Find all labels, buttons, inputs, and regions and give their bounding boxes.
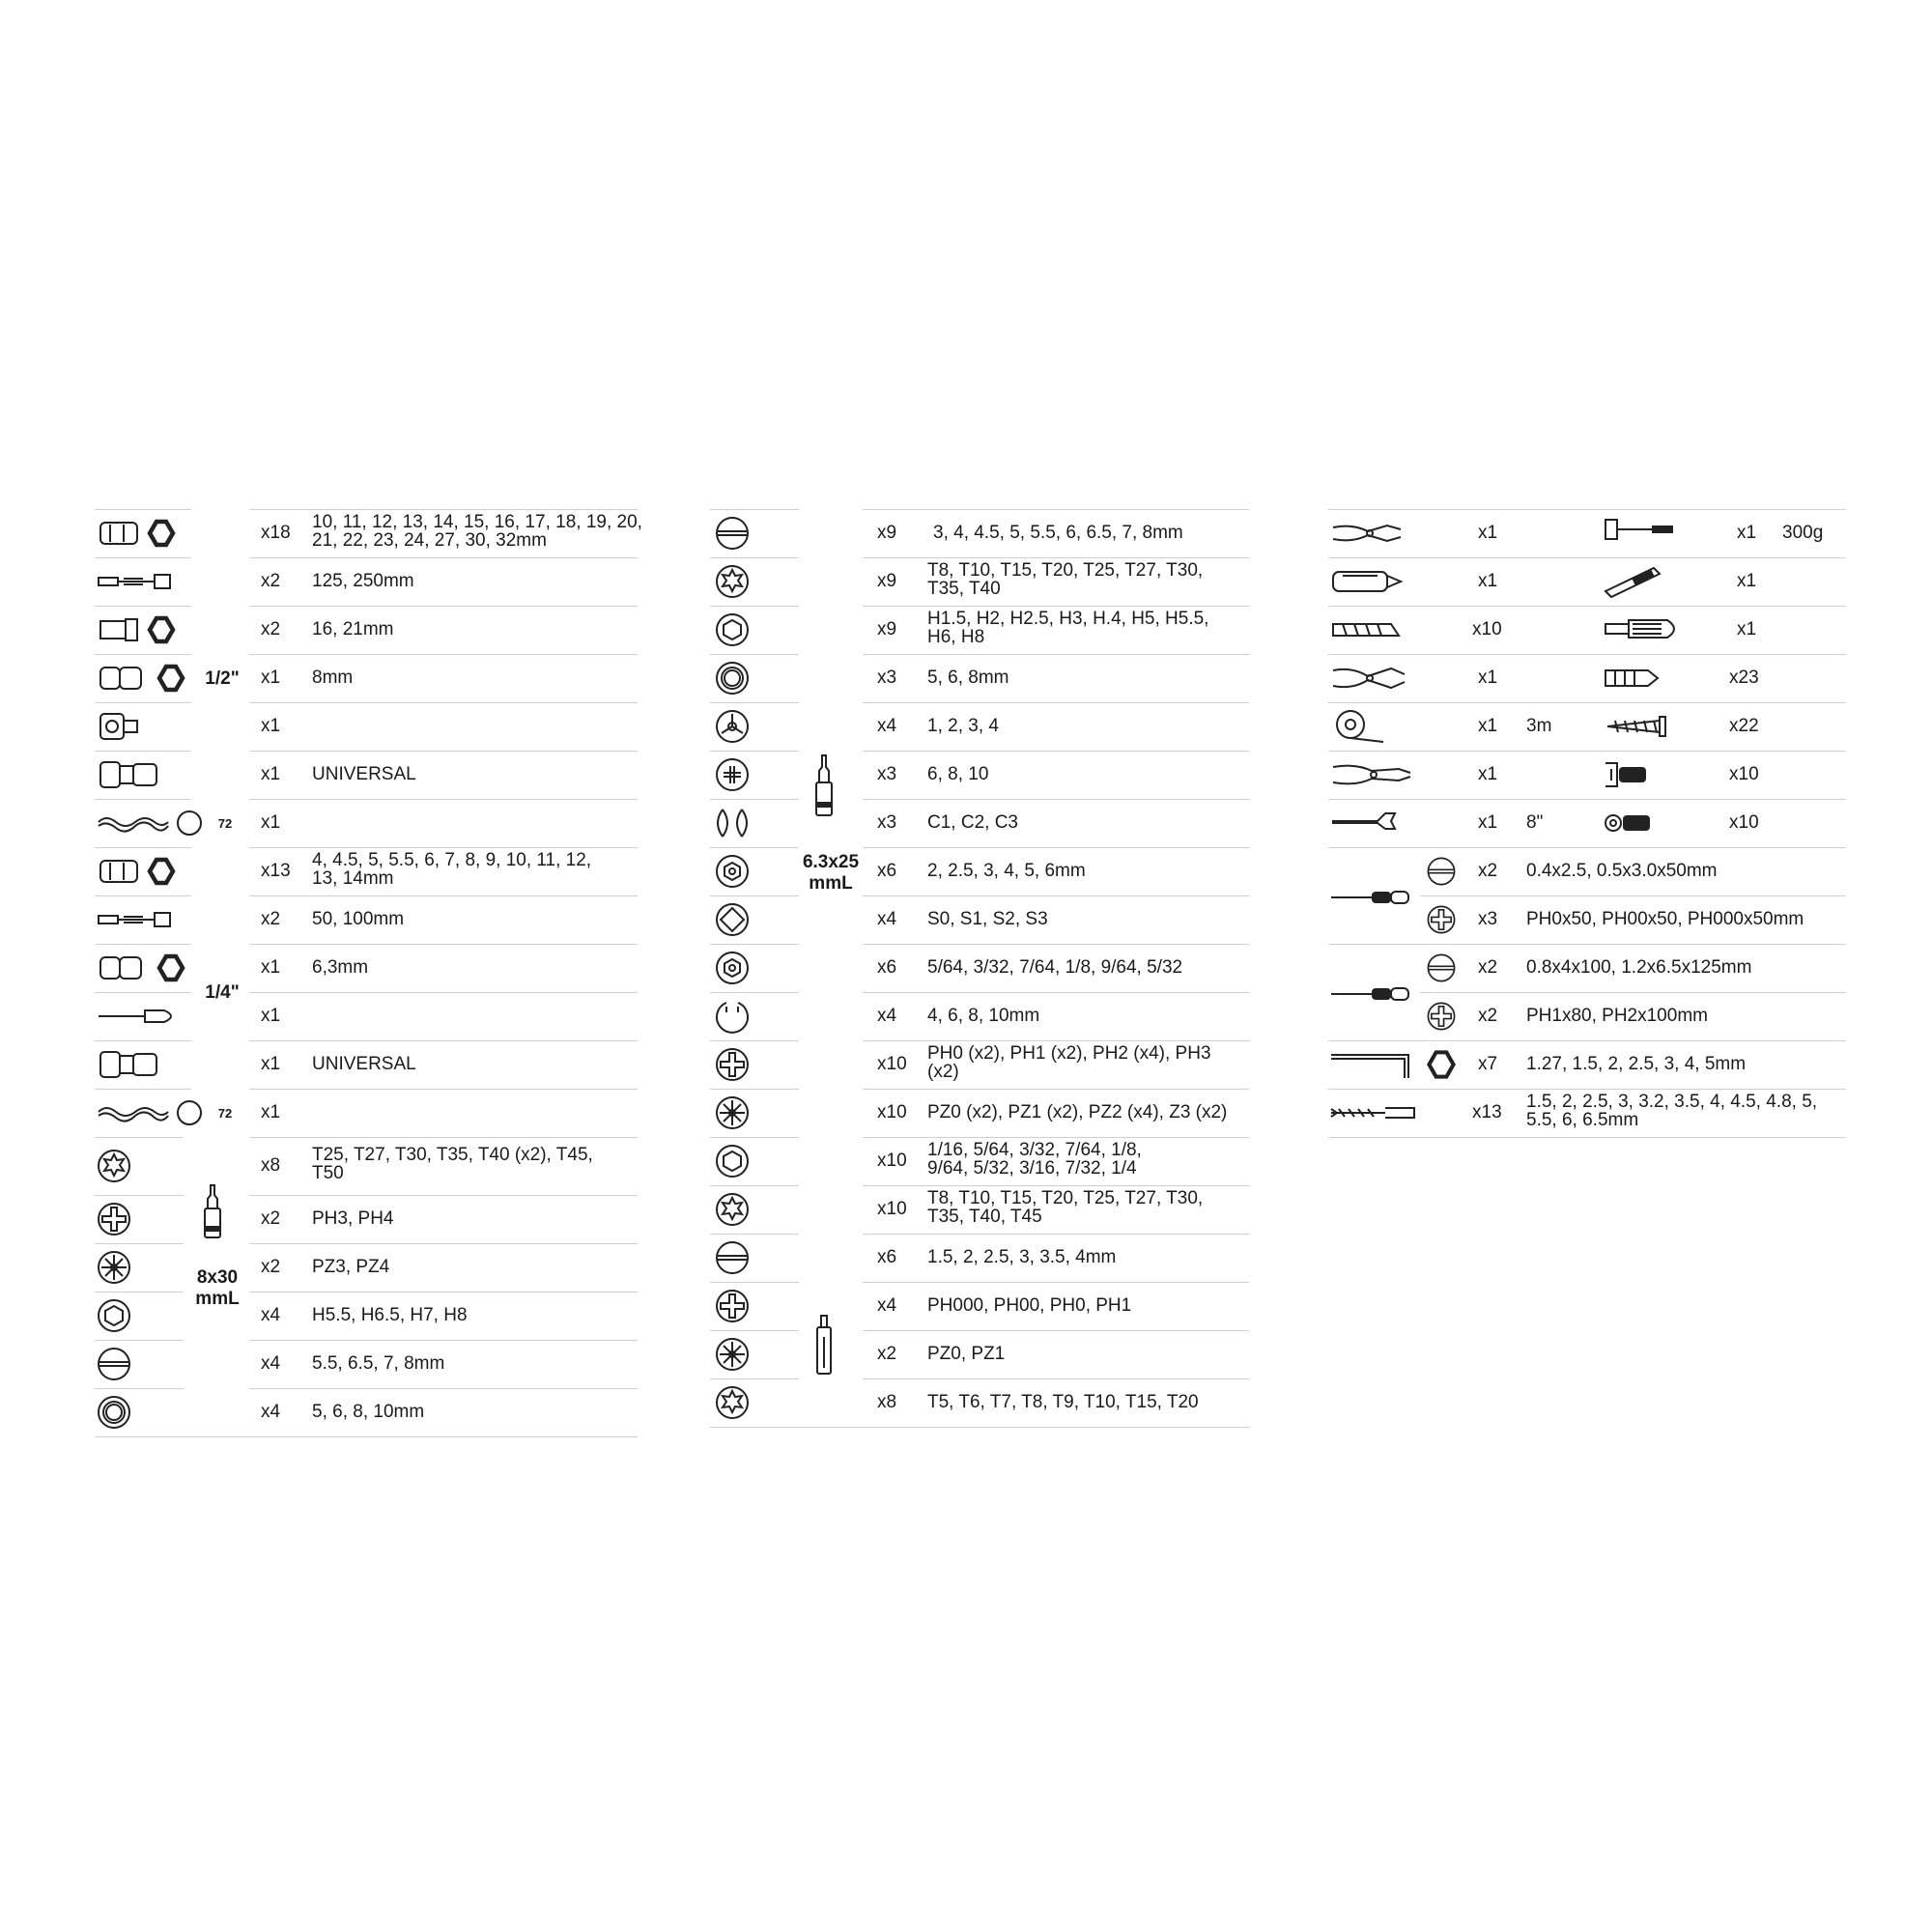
quantity: x1	[1478, 571, 1498, 591]
spec-text: 1, 2, 3, 4	[927, 716, 999, 736]
row-divider	[249, 895, 638, 896]
row-divider	[1328, 944, 1846, 945]
row-divider	[249, 1340, 638, 1341]
spec-text-line2: H6, H8	[927, 627, 985, 647]
spec-text: T8, T10, T15, T20, T25, T27, T30,	[927, 560, 1204, 581]
screwdriver-phillips-icon	[1329, 975, 1410, 1013]
row-divider	[710, 606, 799, 607]
row-divider	[710, 509, 799, 510]
row-divider	[863, 606, 1249, 607]
row-divider	[95, 751, 191, 752]
quantity: x1	[261, 1006, 281, 1026]
spec-text: PZ3, PZ4	[312, 1257, 390, 1277]
row-divider	[249, 799, 638, 800]
quantity: x10	[1729, 764, 1759, 784]
row-divider	[95, 847, 191, 848]
row-divider	[95, 1340, 184, 1341]
quantity: x8	[261, 1155, 281, 1176]
row-divider	[95, 606, 191, 607]
ratchet-handle-icon	[97, 803, 203, 843]
quantity: x6	[877, 861, 897, 881]
quantity: x9	[877, 619, 897, 639]
universal-joint-icon	[97, 1044, 174, 1085]
row-divider	[863, 1330, 1249, 1331]
quantity: x2	[261, 909, 281, 929]
tool-size: 3m	[1526, 716, 1552, 736]
row-divider	[249, 847, 638, 848]
spec-text: 125, 250mm	[312, 571, 414, 591]
quantity: x10	[877, 1102, 907, 1122]
spec-text: H1.5, H2, H2.5, H3, H.4, H5, H5.5,	[927, 609, 1209, 629]
row-divider	[95, 1388, 184, 1389]
square-bit-icon	[713, 900, 752, 939]
quantity: x22	[1729, 716, 1759, 736]
spec-text: 5.5, 6.5, 7, 8mm	[312, 1353, 445, 1374]
slotted-tip-icon	[1425, 952, 1458, 984]
spec-text: T5, T6, T7, T8, T9, T10, T15, T20	[927, 1392, 1199, 1412]
torx-bit-icon	[713, 1190, 752, 1229]
torx-bit-icon	[95, 1147, 133, 1185]
torx-bit-icon	[713, 1383, 752, 1422]
extension-bar-icon	[97, 561, 174, 602]
quantity: x9	[877, 523, 897, 543]
spec-text-line2: 9/64, 5/32, 3/16, 7/32, 1/4	[927, 1158, 1137, 1179]
spec-text-line2: 13, 14mm	[312, 868, 394, 889]
quantity: x1	[1478, 668, 1498, 688]
utility-knife-icon	[1331, 562, 1418, 601]
quantity: x13	[261, 861, 291, 881]
spec-text: C1, C2, C3	[927, 812, 1018, 833]
row-divider	[710, 1427, 1249, 1428]
water-pump-pliers-icon	[1331, 755, 1418, 794]
tool-size: 8"	[1526, 812, 1544, 833]
row-divider	[1328, 1137, 1846, 1138]
quantity: x10	[1472, 619, 1502, 639]
spec-text: 10, 11, 12, 13, 14, 15, 16, 17, 18, 19, 20,	[312, 512, 642, 532]
quantity: x2	[1478, 861, 1498, 881]
extension-bar-icon	[97, 899, 174, 940]
row-divider	[95, 895, 191, 896]
quantity: x10	[1729, 812, 1759, 833]
row-divider	[710, 1330, 799, 1331]
quantity: x23	[1729, 668, 1759, 688]
quantity: x1	[261, 812, 281, 833]
spec-text: UNIVERSAL	[312, 1054, 416, 1074]
spec-text: 1.27, 1.5, 2, 2.5, 3, 4, 5mm	[1526, 1054, 1747, 1074]
quantity: x1	[1737, 523, 1757, 543]
quantity: x3	[877, 764, 897, 784]
quantity: x1	[1478, 764, 1498, 784]
row-divider	[249, 1388, 638, 1389]
spec-text: 2, 2.5, 3, 4, 5, 6mm	[927, 861, 1086, 881]
row-divider	[1420, 992, 1846, 993]
pozidriv-bit-icon	[713, 1094, 752, 1132]
quantity: x2	[1478, 1006, 1498, 1026]
quantity: x6	[877, 957, 897, 978]
row-divider	[710, 1234, 799, 1235]
voltage-tester-icon	[1604, 562, 1683, 601]
spec-text: 0.4x2.5, 0.5x3.0x50mm	[1526, 861, 1718, 881]
phillips-bit-icon	[713, 1045, 752, 1084]
quantity: x2	[877, 1344, 897, 1364]
row-divider	[249, 944, 638, 945]
quantity: x8	[877, 1392, 897, 1412]
tool-size: 300g	[1782, 523, 1824, 543]
quantity: x3	[877, 668, 897, 688]
row-divider	[863, 751, 1249, 752]
row-divider	[95, 557, 191, 558]
row-divider	[249, 1195, 638, 1196]
row-divider	[863, 992, 1249, 993]
row-divider	[710, 751, 799, 752]
drive-size-label-quarter-inch: 1/4"	[205, 982, 240, 1003]
row-divider	[1328, 751, 1846, 752]
spec-text: PH0 (x2), PH1 (x2), PH2 (x4), PH3	[927, 1043, 1211, 1064]
quantity: x1	[261, 957, 281, 978]
ratchet-teeth-count: 72	[217, 1106, 233, 1121]
spanner-bit-icon	[713, 997, 752, 1036]
slotted-bit-icon	[95, 1345, 133, 1383]
spec-text: PH000, PH00, PH0, PH1	[927, 1295, 1132, 1316]
spec-text: PH3, PH4	[312, 1208, 394, 1229]
quantity: x10	[877, 1151, 907, 1171]
drive-size-label-half-inch: 1/2"	[205, 668, 240, 689]
row-divider	[1328, 702, 1846, 703]
screw-icon	[1604, 707, 1683, 746]
phillips-bit-icon	[95, 1200, 133, 1238]
row-divider	[863, 1282, 1249, 1283]
spark-plug-socket-icon	[97, 610, 188, 650]
row-divider	[249, 1089, 638, 1090]
row-divider	[710, 1040, 799, 1041]
hex-socket-icon	[1424, 1047, 1459, 1082]
quantity: x1	[261, 1102, 281, 1122]
quantity: x1	[261, 764, 281, 784]
quantity: x4	[877, 716, 897, 736]
spec-text: PZ0 (x2), PZ1 (x2), PZ2 (x4), Z3 (x2)	[927, 1102, 1228, 1122]
bit-holder-socket-icon	[97, 948, 188, 988]
row-divider	[863, 654, 1249, 655]
row-divider	[1328, 509, 1846, 510]
spec-text: 16, 21mm	[312, 619, 394, 639]
fork-terminal-icon	[1604, 755, 1683, 794]
bit-holder-socket-icon	[97, 658, 188, 698]
screwdriver-slotted-icon	[1329, 878, 1410, 917]
socket-icon	[97, 513, 188, 554]
row-divider	[249, 606, 638, 607]
quantity: x1	[1737, 571, 1757, 591]
row-divider	[95, 992, 191, 993]
row-divider	[1328, 557, 1846, 558]
quantity: x7	[1478, 1054, 1498, 1074]
row-divider	[95, 799, 191, 800]
quantity: x1	[261, 668, 281, 688]
spinner-handle-icon	[97, 996, 174, 1037]
row-divider	[710, 654, 799, 655]
row-divider	[95, 1243, 184, 1244]
row-divider	[710, 1185, 799, 1186]
bit-length-label-6-3x25: 6.3x25 mmL	[802, 852, 860, 894]
hammer-icon	[1604, 514, 1683, 553]
row-divider	[863, 1089, 1249, 1090]
row-divider	[710, 992, 799, 993]
row-divider	[95, 1436, 638, 1437]
quantity: x4	[261, 1305, 281, 1325]
row-divider	[95, 1040, 191, 1041]
quantity: x3	[877, 812, 897, 833]
row-divider	[710, 702, 799, 703]
row-divider	[710, 1282, 799, 1283]
row-divider	[863, 1234, 1249, 1235]
pozidriv-bit-icon	[713, 1335, 752, 1374]
row-divider	[710, 895, 799, 896]
spec-text: 3, 4, 4.5, 5, 5.5, 6, 6.5, 7, 8mm	[933, 523, 1183, 543]
row-divider	[1420, 895, 1846, 896]
row-divider	[1328, 654, 1846, 655]
quantity: x2	[1478, 957, 1498, 978]
row-divider	[95, 1089, 191, 1090]
row-divider	[710, 1378, 799, 1379]
quantity: x1	[1478, 523, 1498, 543]
row-divider	[863, 1137, 1249, 1138]
wire-stripper-icon	[1331, 659, 1418, 697]
row-divider	[249, 1243, 638, 1244]
spline-bit-icon	[95, 1393, 133, 1432]
hex-key-icon	[1329, 1045, 1416, 1084]
spec-text: 0.8x4x100, 1.2x6.5x125mm	[1526, 957, 1752, 978]
spec-text: T25, T27, T30, T35, T40 (x2), T45,	[312, 1145, 593, 1165]
knife-blade-icon	[1331, 611, 1418, 649]
spec-text: PH0x50, PH00x50, PH000x50mm	[1526, 909, 1804, 929]
bit-icon	[810, 753, 838, 821]
combination-pliers-icon	[1331, 514, 1418, 553]
spec-text: 4, 4.5, 5, 5.5, 6, 7, 8, 9, 10, 11, 12,	[312, 850, 592, 870]
bit-length-label-8x30: 8x30 mmL	[195, 1267, 240, 1309]
quantity: x13	[1472, 1102, 1502, 1122]
spec-text: 5, 6, 8mm	[927, 668, 1009, 688]
spec-text: 1.5, 2, 2.5, 3, 3.5, 4mm	[927, 1247, 1117, 1267]
quantity: x2	[261, 1257, 281, 1277]
spec-text: 6, 8, 10	[927, 764, 989, 784]
slotted-tip-icon	[1425, 855, 1458, 888]
ring-terminal-icon	[1604, 804, 1683, 842]
quantity: x1	[261, 716, 281, 736]
spec-text: H5.5, H6.5, H7, H8	[312, 1305, 468, 1325]
row-divider	[710, 799, 799, 800]
quantity: x1	[261, 1054, 281, 1074]
row-divider	[249, 557, 638, 558]
row-divider	[249, 654, 638, 655]
adapter-icon	[97, 706, 174, 747]
clutch-bit-icon	[713, 804, 752, 842]
spec-text: S0, S1, S2, S3	[927, 909, 1048, 929]
hex-bit-icon	[713, 611, 752, 649]
spec-text: 5/64, 3/32, 7/64, 1/8, 9/64, 5/32	[927, 957, 1183, 978]
row-divider	[249, 1292, 638, 1293]
phillips-tip-icon	[1425, 1000, 1458, 1033]
quantity: x10	[877, 1054, 907, 1074]
spec-text: 1.5, 2, 2.5, 3, 3.2, 3.5, 4, 4.5, 4.8, 5,	[1526, 1092, 1818, 1112]
ratchet-teeth-count: 72	[217, 816, 233, 831]
row-divider	[249, 509, 638, 510]
row-divider	[1328, 1040, 1846, 1041]
row-divider	[863, 702, 1249, 703]
row-divider	[863, 847, 1249, 848]
row-divider	[710, 1137, 799, 1138]
spec-text: UNIVERSAL	[312, 764, 416, 784]
spline-bit-icon	[713, 659, 752, 697]
hex-bit-icon	[713, 1142, 752, 1180]
socket-icon	[97, 851, 188, 892]
row-divider	[249, 1137, 638, 1138]
quantity: x18	[261, 523, 291, 543]
spec-text-line2: 21, 22, 23, 24, 27, 30, 32mm	[312, 530, 547, 551]
spec-text: 1/16, 5/64, 3/32, 7/64, 1/8,	[927, 1140, 1142, 1160]
quantity: x4	[877, 909, 897, 929]
quantity: x4	[261, 1353, 281, 1374]
bit-handle-icon	[1604, 611, 1683, 649]
row-divider	[95, 654, 191, 655]
quantity: x6	[877, 1247, 897, 1267]
tri-wing-bit-icon	[713, 707, 752, 746]
row-divider	[1328, 799, 1846, 800]
row-divider	[249, 992, 638, 993]
slotted-bit-icon	[713, 514, 752, 553]
wall-plug-icon	[1604, 659, 1683, 697]
spec-text: PH1x80, PH2x100mm	[1526, 1006, 1708, 1026]
row-divider	[863, 799, 1249, 800]
quantity: x9	[877, 571, 897, 591]
security-hex-bit-icon	[713, 949, 752, 987]
spec-text: 50, 100mm	[312, 909, 405, 929]
quantity: x1	[1478, 716, 1498, 736]
spec-text-line2: T35, T40	[927, 579, 1001, 599]
ratchet-handle-icon	[97, 1093, 203, 1133]
quantity: x4	[261, 1402, 281, 1422]
micro-bit-icon	[811, 1314, 837, 1378]
quantity: x1	[1737, 619, 1757, 639]
slotted-bit-icon	[713, 1238, 752, 1277]
row-divider	[249, 1040, 638, 1041]
spec-text: 4, 6, 8, 10mm	[927, 1006, 1040, 1026]
torx-bit-icon	[713, 562, 752, 601]
quantity: x4	[877, 1295, 897, 1316]
quantity: x2	[261, 571, 281, 591]
row-divider	[863, 509, 1249, 510]
row-divider	[95, 702, 191, 703]
torq-set-bit-icon	[713, 755, 752, 794]
quantity: x1	[1478, 812, 1498, 833]
spec-text-line2: T50	[312, 1163, 344, 1183]
security-hex-bit-icon	[713, 852, 752, 891]
row-divider	[95, 1137, 184, 1138]
spec-text: T8, T10, T15, T20, T25, T27, T30,	[927, 1188, 1204, 1208]
row-divider	[710, 944, 799, 945]
spec-text: 8mm	[312, 668, 354, 688]
row-divider	[1328, 847, 1846, 848]
phillips-tip-icon	[1425, 903, 1458, 936]
universal-joint-icon	[97, 754, 174, 795]
adjustable-wrench-icon	[1331, 804, 1418, 842]
quantity: x10	[877, 1199, 907, 1219]
drill-bit-icon	[1329, 1094, 1416, 1132]
spec-text: 5, 6, 8, 10mm	[312, 1402, 425, 1422]
row-divider	[95, 944, 191, 945]
spec-text-line2: T35, T40, T45	[927, 1207, 1042, 1227]
row-divider	[249, 751, 638, 752]
spec-text: 6,3mm	[312, 957, 369, 978]
spec-text-line2: 5.5, 6, 6.5mm	[1526, 1110, 1639, 1130]
row-divider	[863, 944, 1249, 945]
row-divider	[95, 1292, 184, 1293]
quantity: x4	[877, 1006, 897, 1026]
row-divider	[863, 557, 1249, 558]
bit-icon	[198, 1183, 227, 1241]
row-divider	[863, 1378, 1249, 1379]
pozidriv-bit-icon	[95, 1248, 133, 1287]
tape-measure-icon	[1331, 707, 1418, 746]
row-divider	[1328, 1089, 1846, 1090]
spec-text: PZ0, PZ1	[927, 1344, 1006, 1364]
phillips-bit-icon	[713, 1287, 752, 1325]
row-divider	[1328, 606, 1846, 607]
quantity: x3	[1478, 909, 1498, 929]
row-divider	[710, 557, 799, 558]
row-divider	[710, 847, 799, 848]
quantity: x2	[261, 619, 281, 639]
row-divider	[95, 1195, 184, 1196]
row-divider	[710, 1089, 799, 1090]
spec-text-line2: (x2)	[927, 1062, 959, 1082]
quantity: x2	[261, 1208, 281, 1229]
row-divider	[863, 1040, 1249, 1041]
row-divider	[249, 702, 638, 703]
row-divider	[863, 1185, 1249, 1186]
hex-bit-icon	[95, 1296, 133, 1335]
row-divider	[95, 509, 191, 510]
row-divider	[863, 895, 1249, 896]
